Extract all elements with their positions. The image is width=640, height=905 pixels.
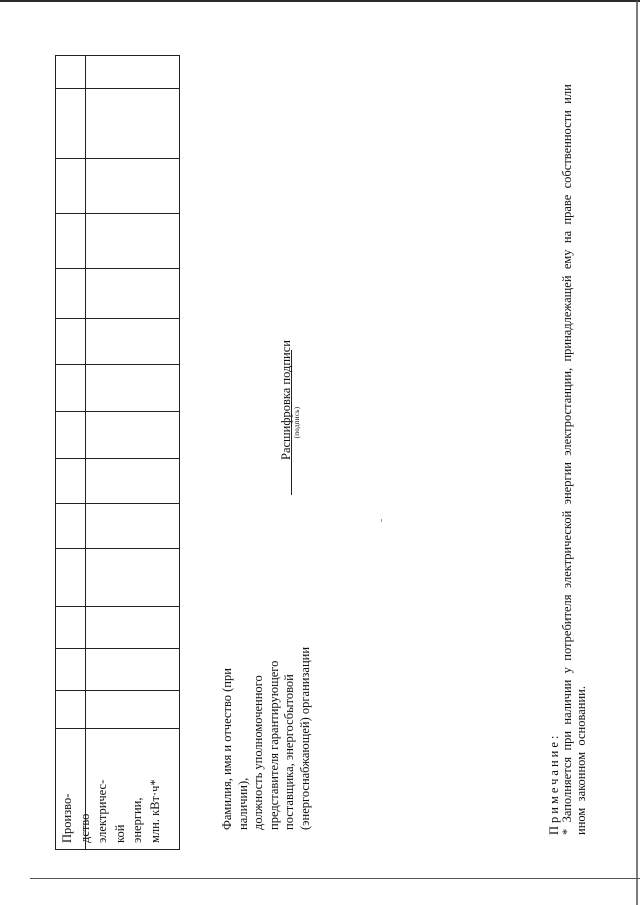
header-line: Произво- (60, 793, 74, 843)
header-line: дство (77, 813, 92, 843)
table-column-divider (56, 648, 179, 649)
table-row-header (59, 743, 165, 843)
table-column-divider (56, 411, 179, 412)
table-column-divider (56, 88, 179, 89)
page-top-edge (0, 0, 640, 2)
table-column-divider (56, 690, 179, 691)
note-title: Примечание: (547, 732, 561, 835)
header-line: электричес- (95, 779, 110, 843)
table-column-divider (56, 606, 179, 607)
rotated-form (50, 30, 588, 880)
signature-caption: (подпись) (293, 406, 301, 439)
table-row-divider (85, 56, 86, 849)
name-label-line: Фамилия, имя и отчество (при (220, 668, 234, 830)
table-column-divider (56, 268, 179, 269)
name-label-line: (энергоснабжающей) организации (297, 646, 312, 830)
header-line: энергии, (130, 797, 145, 843)
scan-speck (381, 519, 382, 522)
name-label-line: наличии), (235, 777, 250, 830)
table-column-divider (56, 503, 179, 504)
header-line: млн. кВт·ч* (147, 779, 162, 843)
name-label-line: представителя гарантирующего (266, 660, 281, 830)
name-label-line: поставщика, энергосбытовой (282, 674, 296, 830)
name-label-line: должность уполномоченного (251, 675, 265, 830)
signature-decode-label: Расшифровка подписи (279, 340, 293, 460)
table-column-divider (56, 728, 179, 729)
page-right-edge (636, 0, 638, 905)
header-line: кой (112, 824, 127, 843)
table-column-divider (56, 364, 179, 365)
table-column-divider (56, 458, 179, 459)
table-column-divider (56, 548, 179, 549)
representative-name-label (220, 620, 313, 830)
note-text: * Заполняется при наличии у потребителя электрической энергии электростанции, принадлежащей ему на праве собственности или ином законном основании. (560, 84, 588, 835)
generation-table (55, 55, 180, 850)
table-column-divider (56, 318, 179, 319)
table-column-divider (56, 158, 179, 159)
table-column-divider (56, 213, 179, 214)
